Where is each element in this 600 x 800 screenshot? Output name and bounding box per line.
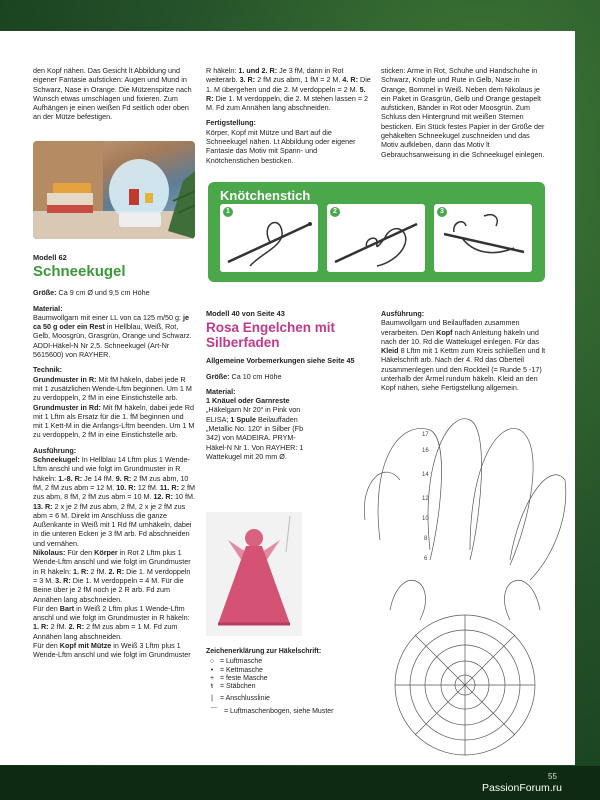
col3-top-text: sticken: Arme in Rot, Schuhe und Handschuhe in Schwarz, Knöpfe und Rute in Gelb, Nase in Orange, Bommel in Weiß. Neben dem Nikolaus je ein Paket in Grasgrün, Gelb und Orange gestapelt aufsticken, Bänder in Rot oder Moosgrün. Zum Schluss den Hintergrund mit weißen Sternen besticken. Ein Stück festes Papier in der Größe der gehäkelten Schneekugel zuschneiden und das Motiv aufkleben, dann das Motiv lt Gebrauchsanweisung in die Schneekugel einlegen. — [381, 66, 545, 159]
bart: Für den Bart in Weiß 2 Lftm plus 1 Wende-Lftm anschl und wie folgt im Grundmuster in R häkeln: 1. R: 2 fM. 2. R: 2 fM zus abm = 1 M. Fd zum Annähen lang abschneiden. — [33, 603, 190, 641]
col1-intro — [33, 66, 195, 128]
material40-head: Material: — [206, 386, 236, 396]
ausf62: Schneekugel: In Hellblau 14 Lftm plus 1 Wende-Lftm anschl und wie folgt im Grundmuster in R häkeln: 1.-8. R: Je 14 fM. 9. R: 2 fM zus abm, 10 fM, 2 fM zus abm = 12 M. 10. R: 12 fM. 11. R: 2 fM zus abm, 8 fM, 2 fM zus abm = 10 M. 12. R: 10 fM. 13. R: 2 x je 2 fM zus abm, 2 fM, 2 x je 2 fM zus abm = 6 M. Direkt im Anschluss die ganze Außenkante in Weiß mit 1 Rd fM umhäkeln, dabei in die unteren Ecken je 3 fM arb. Fd abschneiden und vernähen. — [33, 455, 195, 548]
knot-step-number: 1 — [223, 207, 233, 217]
crochet-diagram — [360, 400, 570, 760]
technik: Grundmuster in R: Mit fM häkeln, dabei jede R mit 1 zusätzlichen Wende-Lftm beginnen. Um 1 M zu verdoppeln, 2 fM in eine Einstichstelle arb. Grundmuster in Rd: Mit fM häkeln, dabei jede Rd mit 1 Lftm als Ersatz für die 1. fM beginnen und mit 1 Kett-M in die Anfangs-Lftm beenden. Um 1 M zu verdoppeln, 2 fM in eine Einstichstelle arb. — [33, 374, 195, 440]
legend-item: + = feste Masche — [206, 675, 366, 683]
model62-label: Modell 62 — [33, 253, 67, 262]
double-crochet-symbol-icon: ŧ — [211, 683, 213, 691]
svg-text:6: 6 — [424, 556, 428, 562]
material62: Baumwollgarn mit einer LL von ca 125 m/50 g: je ca 50 g oder ein Rest in Hellblau, Weiß, Rot, Gelb, Moosgrün, Grasgrün, Orange und Schwarz. ADDI-Häkel-N Nr 2,5. Schneekugel (Art-Nr 5615600) von RAYHER. — [33, 312, 192, 360]
ausf62-head: Ausführung: — [33, 445, 77, 455]
legend-title: Zeichenerklärung zur Häkelschrift: — [206, 648, 322, 655]
model62-title: Schneekugel — [33, 263, 126, 281]
ausf40-head: Ausführung: — [381, 309, 425, 318]
knot-step-number: 3 — [437, 207, 447, 217]
vorbem: Allgemeine Vorbemerkungen siehe Seite 45 — [206, 356, 355, 366]
join-line-symbol-icon: | — [211, 695, 213, 703]
legend-item: ⌒ = Luftmaschenbogen, siehe Muster — [206, 708, 366, 716]
legend-item: ŧ = Stäbchen — [206, 683, 366, 691]
single-crochet-symbol-icon: + — [209, 674, 215, 682]
col1-intro-text: den Kopf nähen. Das Gesicht lt Abbildung und eigener Fantasie aufsticken: Augen und Mund in Schwarz, Nase in Orange. Die Mützenspitze nach Wunsch etwas umschlagen und fixieren. Zum Aufhängen je einen weißen Fd seitlich oder oben an der Mütze befestigen. — [33, 66, 192, 122]
symbol-legend — [206, 648, 366, 716]
groesse40: Größe: Ca 10 cm Höhe — [206, 371, 282, 381]
knot-title: Knötchenstich — [220, 188, 311, 203]
col3-lower — [381, 309, 547, 399]
col2-lower — [206, 309, 372, 467]
legend-item: | = Anschlusslinie — [206, 695, 366, 703]
site-watermark: PassionForum.ru — [482, 782, 562, 794]
slipstitch-symbol-icon: • — [210, 666, 214, 674]
technik-head: Technik: — [33, 365, 63, 375]
svg-text:16: 16 — [422, 448, 429, 454]
knot-step-1 — [220, 204, 318, 272]
material62-head: Material: — [33, 303, 63, 313]
fertig-head: Fertigstellung: — [206, 118, 256, 128]
ausf40: Baumwollgarn und Beilauffaden zusammen verarbeiten. Den Kopf nach Anleitung häkeln und nach der 10. Rd die Wattekugel einlegen. Für das Kleid 8 Lftm mit 1 Kettm zum Kreis schließen und lt Häkelschrift arb. Nach der 4. Rd das Oberteil zusammenlegen und den Rockteil (= Runde 5 -17) unterhalb der Ärmel rundum häkeln. Kleid an den Kopf nähen, siehe Fertigstellung allgemein. — [381, 318, 546, 393]
model40-title: Rosa Engelchen mit Silberfaden — [206, 320, 336, 351]
angel-photo — [206, 512, 302, 636]
knot-stitch-panel — [208, 182, 545, 282]
model40-label: Modell 40 von Seite 43 — [206, 309, 285, 318]
snowglobe-photo — [33, 141, 195, 239]
chain-arc-symbol-icon: ⌒ — [210, 707, 218, 715]
legend-item: • = Kettmasche — [206, 667, 366, 675]
svg-text:14: 14 — [422, 472, 429, 478]
svg-text:12: 12 — [422, 496, 429, 502]
col2-top — [206, 66, 372, 171]
col3-top — [381, 66, 547, 165]
groesse62: Größe: Ca 9 cm Ø und 9,5 cm Höhe — [33, 288, 150, 298]
col1-main — [33, 253, 195, 666]
chain-symbol-icon: ○ — [209, 658, 215, 666]
fertig-text: Körper, Kopf mit Mütze und Bart auf die Schneekugel nähen. Lt Abbildung oder eigener Fantasie das Motiv mit Spann- und Knötchenstichen besticken. — [206, 127, 356, 165]
svg-text:8: 8 — [424, 536, 428, 542]
knot-step-2 — [327, 204, 425, 272]
svg-text:17: 17 — [422, 432, 429, 438]
material40: 1 Knäuel oder Garnreste „Häkelgarn Nr 20“ in Pink von ELISA; 1 Spule Beilauffaden „Metallic No. 120“ in Silber (Fb 342) von MADEIRA. PRYM-Häkel-N Nr 1. Von RAYHER: 1 Wattekugel mit 20 mm Ø. — [206, 396, 304, 461]
col2-top-text: R häkeln: 1. und 2. R: Je 3 fM, dann in Rot weiterarb. 3. R: 2 fM zus abm, 1 fM = 2 M. 4. R: Die 1. M übergehen und die 2. M verdoppeln = 2 M. 5. R: Die 1. M verdoppeln, die 2. M stehen lassen = 2 M. Fd zum Annähen lang abschneiden. — [206, 66, 371, 113]
svg-text:10: 10 — [422, 516, 429, 522]
knot-step-number: 2 — [330, 207, 340, 217]
knot-step-3 — [434, 204, 532, 272]
kopf: Für den Kopf mit Mütze in Weiß 3 Lftm plus 1 Wende-Lftm anschl und wie folgt im Grundmuster — [33, 640, 191, 660]
page-number: 55 — [548, 772, 557, 781]
legend-item: ○ = Luftmasche — [206, 658, 366, 666]
nikolaus: Nikolaus: Für den Körper in Rot 2 Lftm plus 1 Wende-Lftm anschl und wie folgt im Grundmuster in R häkeln: 1. R: 2 fM. 2. R: Die 1. M verdoppeln = 3 M. 3. R: Die 1. M verdoppeln = 4 M. Für die Beine über je 2 fM noch je 2 R arb. Fd zum Annähen lang abschneiden. — [33, 548, 191, 604]
